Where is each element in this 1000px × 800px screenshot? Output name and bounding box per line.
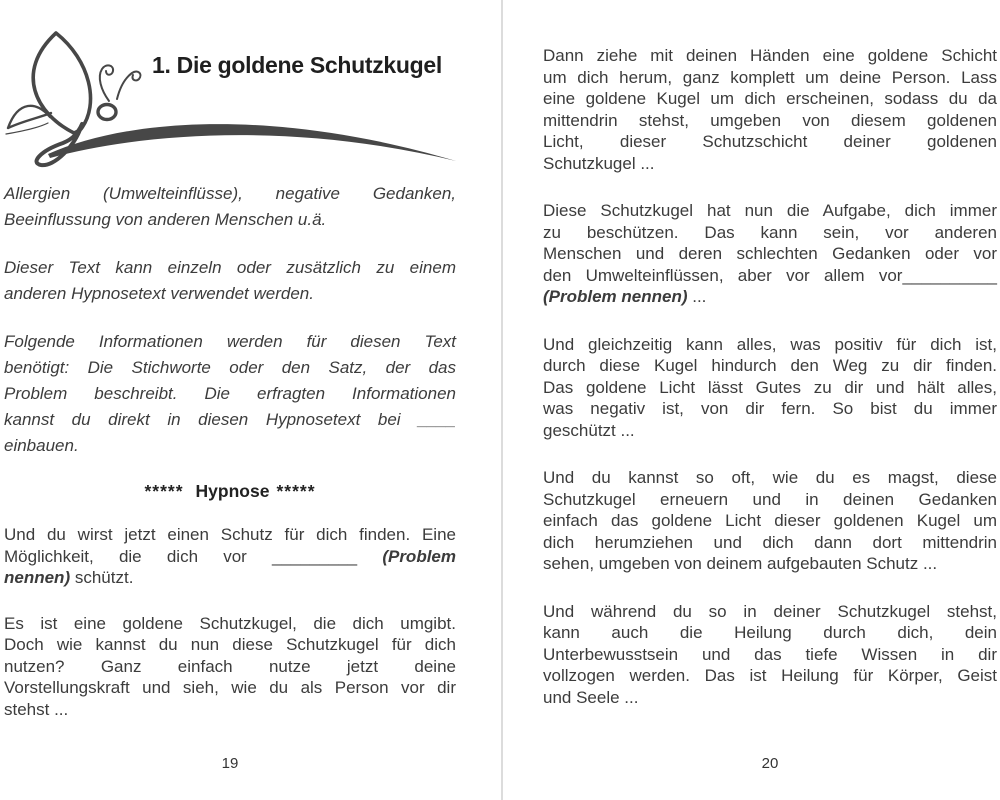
text-line: Doch wie kannst du nun diese Schutzkugel für dich bbox=[4, 635, 456, 654]
text-line: kannst du direkt in diesen Hypnosetext bei ____ bbox=[4, 410, 456, 429]
text-line: Problem beschreibt. Die erfragten Informationen bbox=[4, 384, 456, 403]
paragraph bbox=[543, 467, 997, 575]
page-number: 20 bbox=[761, 755, 779, 772]
hypnose-text-section bbox=[4, 524, 456, 720]
chapter-header bbox=[4, 0, 456, 181]
text-line: vollzogen werden. Das ist Heilung für Körper, Geist bbox=[543, 666, 997, 685]
page-title: 1. Die goldene Schutzkugel bbox=[152, 52, 442, 78]
text-line: durch diese Kugel hindurch den Weg zu dir finden. bbox=[543, 356, 997, 375]
paragraph bbox=[4, 613, 456, 721]
text-line: Dieser Text kann einzeln oder zusätzlich zu einem bbox=[4, 258, 456, 277]
text-line: Folgende Informationen werden für diesen Text bbox=[4, 332, 456, 351]
text-line: eine goldene Kugel um dich erscheinen, sodass du da bbox=[543, 89, 997, 108]
text-line: Und du kannst so oft, wie du es magst, diese bbox=[543, 468, 997, 487]
hypnose-heading bbox=[4, 481, 456, 502]
text-line: sehen, umgeben von deinem aufgebauten Schutz ... bbox=[543, 554, 938, 573]
heading-word: Hypnose bbox=[195, 481, 270, 501]
butterfly-logo-icon bbox=[4, 0, 459, 180]
text-line: Unterbewusstsein und das tiefe Wissen in dir bbox=[543, 644, 997, 664]
text-line: Schutzkugel ... bbox=[543, 153, 655, 173]
text-line: nennen) schützt. bbox=[4, 568, 134, 587]
text-line: Allergien (Umwelteinflüsse), negative Gedanken, bbox=[4, 184, 456, 203]
text-line: zu beschützen. Das kann sein, vor anderen bbox=[543, 222, 997, 242]
paragraph bbox=[4, 524, 456, 589]
text-line: Menschen und deren schlechten Gedanken oder vor bbox=[543, 244, 997, 263]
text-line: einbauen. bbox=[4, 436, 79, 455]
paragraph bbox=[543, 45, 997, 174]
paragraph bbox=[4, 329, 456, 459]
text-line: Und während du so in deiner Schutzkugel stehst, bbox=[543, 601, 997, 621]
text-line: den Umwelteinflüssen, aber vor allem vor__________ bbox=[543, 265, 997, 285]
text-line: Licht, dieser Schutzschicht deiner goldenen bbox=[543, 132, 997, 151]
page-right bbox=[543, 0, 997, 800]
text-line: um dich herum, ganz komplett um deine Person. Lass bbox=[543, 67, 997, 87]
text-line: stehst ... bbox=[4, 699, 69, 719]
text-line: Es ist eine goldene Schutzkugel, die dich umgibt. bbox=[4, 613, 456, 633]
text-line: einfach das goldene Licht dieser goldenen Kugel um bbox=[543, 511, 997, 530]
hypnose-text-continued bbox=[543, 45, 997, 708]
paragraph bbox=[4, 255, 456, 307]
text-line: anderen Hypnosetext verwendet werden. bbox=[4, 284, 314, 303]
text-line: und Seele ... bbox=[543, 687, 639, 707]
text-line: Diese Schutzkugel hat nun die Aufgabe, dich immer bbox=[543, 201, 997, 220]
text-line: Dann ziehe mit deinen Händen eine goldene Schicht bbox=[543, 46, 997, 65]
text-line: Möglichkeit, die dich vor _________ (Problem bbox=[4, 546, 456, 566]
text-line: benötigt: Die Stichworte oder den Satz, der das bbox=[4, 358, 456, 377]
text-line: (Problem nennen) ... bbox=[543, 287, 707, 306]
paragraph bbox=[543, 200, 997, 308]
paragraph bbox=[543, 334, 997, 442]
stars-left: ***** bbox=[144, 481, 184, 501]
text-line: Beeinflussung von anderen Menschen u.ä. bbox=[4, 210, 327, 229]
text-line: mittendrin stehst, umgeben von diesem goldenen bbox=[543, 110, 997, 130]
text-line: dich herumziehen und dich dann dort mittendrin bbox=[543, 532, 997, 552]
text-line: Und du wirst jetzt einen Schutz für dich finden. Eine bbox=[4, 525, 456, 544]
text-line: kann auch die Heilung durch dich, dein bbox=[543, 623, 997, 642]
text-line: geschützt ... bbox=[543, 420, 635, 440]
text-line: Und gleichzeitig kann alles, was positiv für dich ist, bbox=[543, 334, 997, 354]
text-line: nutzen? Ganz einfach nutze jetzt deine bbox=[4, 656, 456, 676]
text-line: Schutzkugel erneuern und in deinen Gedanken bbox=[543, 489, 997, 509]
page-divider bbox=[501, 0, 503, 800]
text-line: Das goldene Licht lässt Gutes zu dir und hält alles, bbox=[543, 377, 997, 397]
page-number: 19 bbox=[221, 755, 239, 772]
page-left bbox=[4, 0, 456, 800]
stars-right: ***** bbox=[276, 481, 316, 501]
paragraph bbox=[543, 601, 997, 709]
text-line: Vorstellungskraft und sieh, wie du als Person vor dir bbox=[4, 678, 456, 697]
paragraph bbox=[4, 181, 456, 233]
text-line: was negativ ist, von dir fern. So bist du immer bbox=[543, 399, 997, 418]
intro-section bbox=[4, 181, 456, 459]
